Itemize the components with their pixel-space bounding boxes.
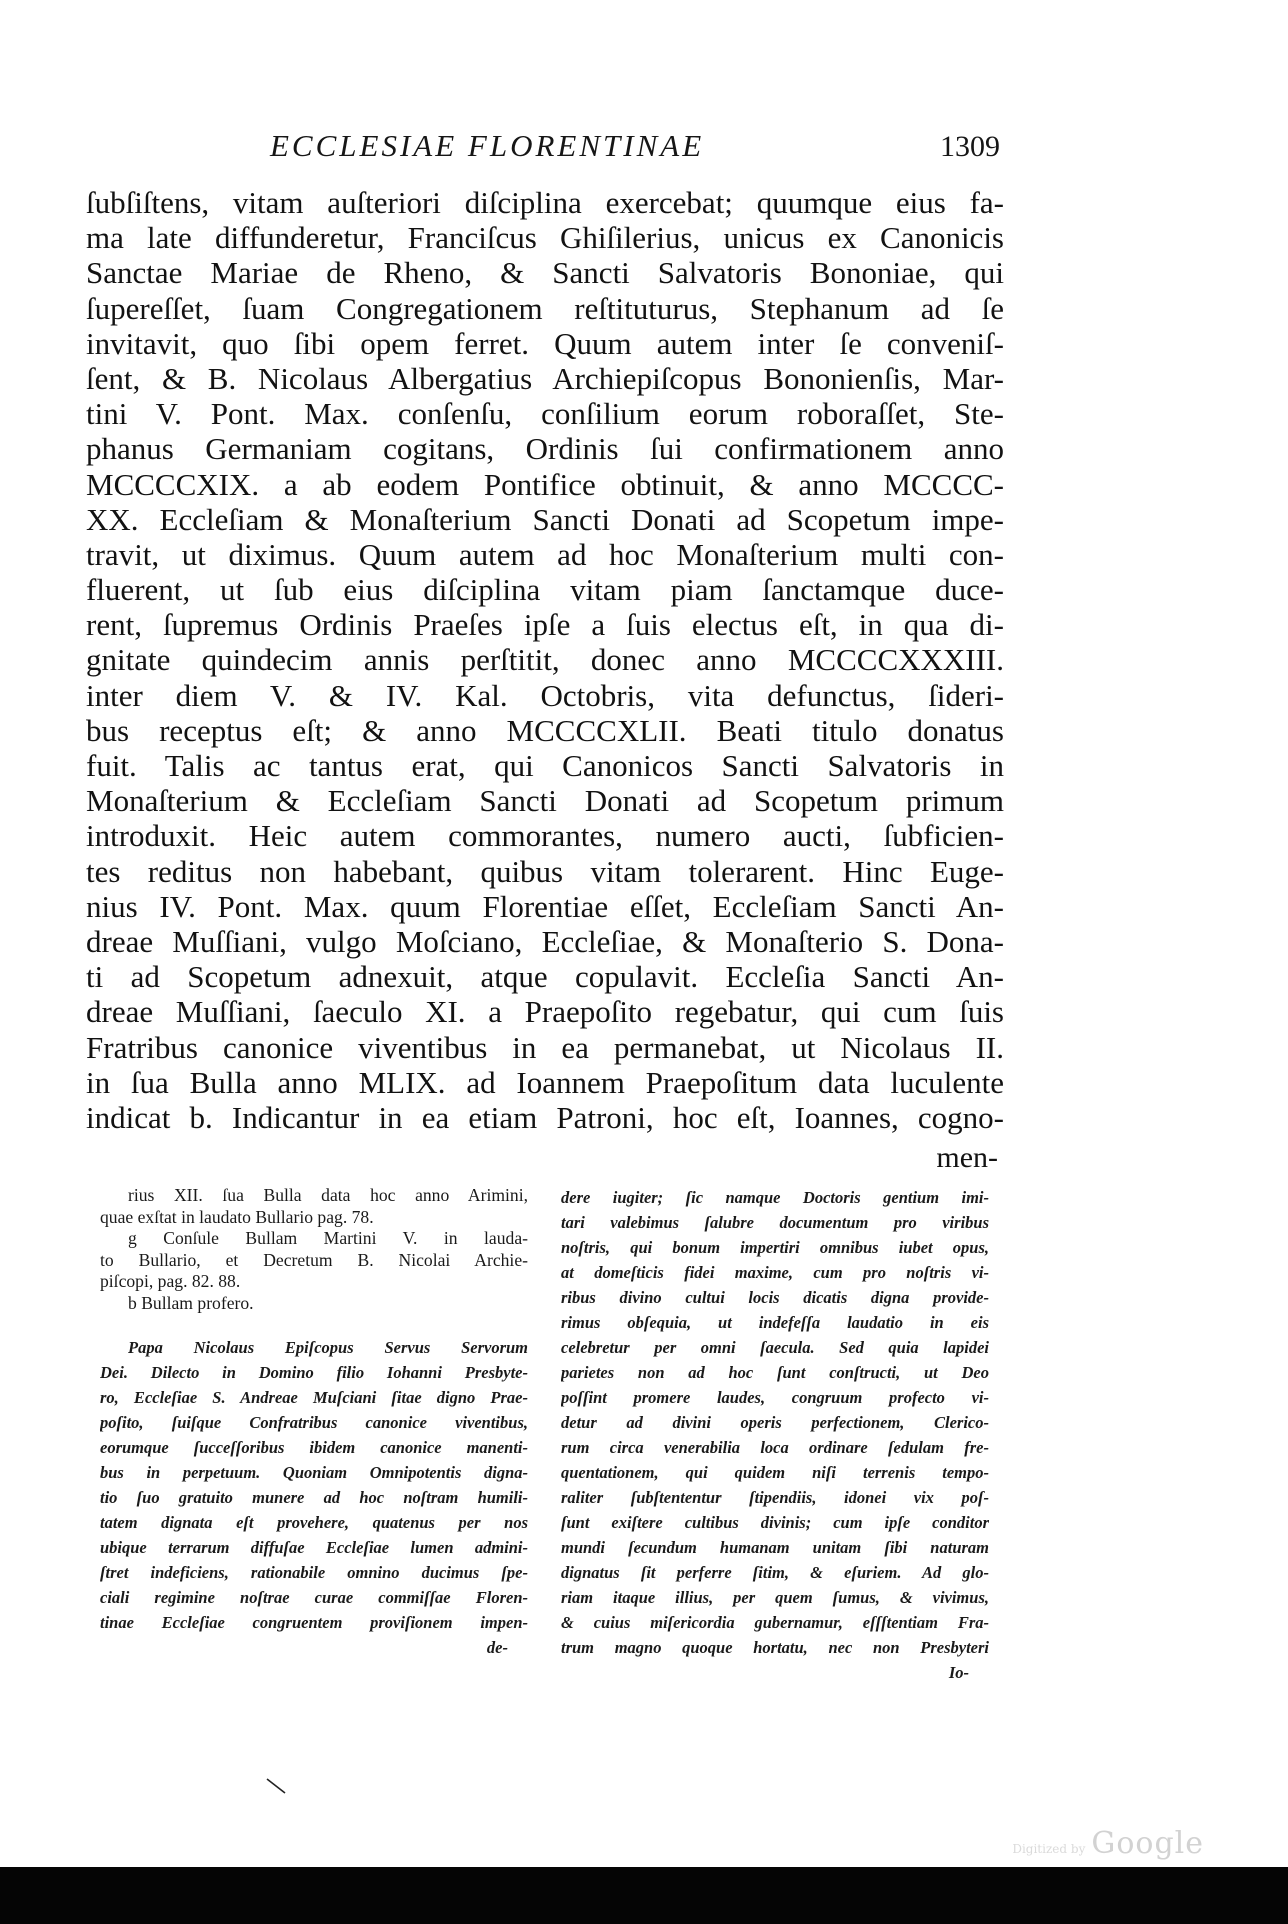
bull-line: trum magno quoque hortatu, nec non Presbyteri — [561, 1638, 989, 1657]
bull-line: ubique terrarum diffuſae Eccleſiae lumen admini- — [100, 1538, 528, 1557]
bull-line: Papa Nicolaus Epiſcopus Servus Servorum — [128, 1338, 528, 1357]
text-line: ma late diffunderetur, Franciſcus Ghiſilerius, unicus ex Canonicis — [86, 220, 1004, 256]
text-line: in ſua Bulla anno MLIX. ad Ioannem Praepoſitum data luculente — [86, 1064, 1004, 1100]
text-line: invitavit, quo ſibi opem ferret. Quum autem inter ſe conveniſ- — [86, 325, 1004, 361]
bull-line: poſito, ſuiſque Confratribus canonice viventibus, — [100, 1413, 528, 1432]
bull-line: at domeſticis fidei maxime, cum pro noſtris vi- — [561, 1263, 989, 1282]
text-line: Monaſterium & Eccleſiam Sancti Donati ad Scopetum primum — [86, 783, 1004, 819]
text-line: Sanctae Mariae de Rheno, & Sancti Salvatoris Bononiae, qui — [86, 255, 1004, 291]
bull-line: & cuius miſericordia gubernamur, eſſſtentiam Fra- — [561, 1613, 989, 1632]
bull-line: dere iugiter; ſic namque Doctoris gentium imi- — [561, 1188, 989, 1207]
bull-line: parietes non ad hoc ſunt conſtructi, ut Deo — [561, 1363, 989, 1382]
text-line: dreae Muſſiani, ſaeculo XI. a Praepoſito regebatur, qui cum ſuis — [86, 994, 1004, 1030]
footnote-line: rius XII. ſua Bulla data hoc anno Arimini, — [128, 1185, 528, 1205]
bull-line: tatem dignata eſt provehere, quatenus per nos — [100, 1513, 528, 1532]
papal-bull-text-right — [561, 1185, 989, 1685]
bull-line: ro, Eccleſiae S. Andreae Muſciani ſitae digno Prae- — [100, 1388, 528, 1407]
text-line: ſent, & B. Nicolaus Albergatius Archiepiſcopus Bononienſis, Mar- — [86, 360, 1004, 396]
text-line: tini V. Pont. Max. conſenſu, conſilium eorum roboraſſet, Ste- — [86, 396, 1004, 432]
footnote-line: quae exſtat in laudato Bullario pag. 78. — [100, 1206, 374, 1227]
text-line: inter diem V. & IV. Kal. Octobris, vita defunctus, ſideri- — [86, 677, 1004, 713]
text-line: gnitate quindecim annis perſtitit, donec anno MCCCCXXXIII. — [86, 642, 1004, 678]
bull-line: riam itaque illius, per quem ſumus, & vivimus, — [561, 1588, 989, 1607]
page-number: 1309 — [940, 130, 1000, 163]
text-line: nius IV. Pont. Max. quum Florentiae eſſet, Eccleſiam Sancti An- — [86, 888, 1004, 924]
bull-catchword: Io- — [948, 1663, 969, 1682]
scan-edge-bar — [0, 1867, 1288, 1924]
bull-line: poſſint promere laudes, congruum profecto vi- — [561, 1388, 989, 1407]
text-line: fluerent, ut ſub eius diſciplina vitam piam ſanctamque duce- — [86, 572, 1004, 608]
footnote-line: to Bullario, et Decretum B. Nicolai Archie- — [100, 1249, 528, 1270]
ink-stroke-mark — [265, 1777, 287, 1795]
bull-line: mundi ſecundum humanam unitam ſibi naturam — [561, 1538, 989, 1557]
papal-bull-text-left — [100, 1335, 528, 1660]
bull-line: rimus obſequia, ut indefeſſa laudatio in eis — [561, 1313, 989, 1332]
text-line: MCCCCXIX. a ab eodem Pontifice obtinuit, & anno MCCCC- — [86, 466, 1004, 502]
footnote-line: piſcopi, pag. 82. 88. — [100, 1271, 241, 1291]
text-line: tes reditus non habebant, quibus vitam tolerarent. Hinc Euge- — [86, 853, 1004, 889]
bull-line: bus in perpetuum. Quoniam Omnipotentis digna- — [100, 1463, 528, 1482]
bull-line: Dei. Dilecto in Domino filio Iohanni Presbyte- — [100, 1363, 528, 1382]
footnote-column-left — [100, 1185, 528, 1660]
bull-line: rum circa venerabilia loca ordinare ſedulam fre- — [561, 1438, 989, 1457]
bull-line: ſunt exiſtere cultibus divinis; cum ipſe conditor — [561, 1513, 989, 1532]
catchword: men- — [936, 1141, 998, 1174]
text-line: indicat b. Indicantur in ea etiam Patroni, hoc eſt, Ioannes, cogno- — [86, 1099, 1004, 1135]
text-line: dreae Muſſiani, vulgo Moſciano, Eccleſiae, & Monaſterio S. Dona- — [86, 923, 1004, 959]
bull-line: noſtris, qui bonum impertiri omnibus iubet opus, — [561, 1238, 989, 1257]
footnotes — [100, 1185, 1000, 1685]
text-line: fuit. Talis ac tantus erat, qui Canonicos Sancti Salvatoris in — [86, 748, 1004, 783]
text-line: XX. Eccleſiam & Monaſterium Sancti Donati ad Scopetum impe- — [86, 501, 1004, 537]
bull-line: detur ad divini operis perfectionem, Clerico- — [561, 1413, 989, 1432]
watermark-digitized-label: Digitized by — [1012, 1842, 1086, 1856]
text-line: rent, ſupremus Ordinis Praeſes ipſe a ſuis electus eſt, in qua di- — [86, 607, 1004, 643]
text-line: bus receptus eſt; & anno MCCCCXLII. Beati titulo donatus — [86, 712, 1004, 748]
main-body-text — [86, 185, 1004, 1135]
text-line: ſubſiſtens, vitam auſteriori diſciplina exercebat; quumque eius fa- — [86, 185, 1004, 220]
bull-line: eorumque ſucceſſoribus ibidem canonice manenti- — [100, 1438, 528, 1457]
ink-stroke — [267, 1779, 285, 1793]
text-line: phanus Germaniam cogitans, Ordinis ſui confirmationem anno — [86, 431, 1004, 467]
watermark-brand: Google — [1091, 1826, 1204, 1861]
text-line: ſupereſſet, ſuam Congregationem reſtituturus, Stephanum ad ſe — [86, 290, 1004, 326]
footnote-line: b Bullam profero. — [128, 1292, 254, 1313]
bull-line: quentationem, qui quidem niſi terrenis tempo- — [561, 1463, 989, 1482]
text-line: Fratribus canonice viventibus in ea permanebat, ut Nicolaus II. — [86, 1029, 1004, 1065]
bull-catchword: de- — [486, 1638, 508, 1657]
page-header — [270, 128, 1000, 168]
bull-line: raliter ſubſtententur ſtipendiis, idonei vix poſ- — [561, 1488, 989, 1507]
running-title: ECCLESIAE FLORENTINAE — [270, 128, 705, 163]
bull-line: tari valebimus ſalubre documentum pro viribus — [561, 1213, 989, 1232]
scan-watermark — [1012, 1826, 1204, 1861]
bull-line: ribus divino cultui locis dicatis digna provide- — [561, 1288, 989, 1307]
text-line: introduxit. Heic autem commorantes, numero aucti, ſubficien- — [86, 818, 1004, 854]
bull-line: celebretur per omni ſaecula. Sed quia lapidei — [561, 1338, 989, 1357]
text-line: ti ad Scopetum adnexuit, atque copulavit. Eccleſia Sancti An- — [86, 959, 1004, 995]
bull-line: tinae Eccleſiae congruentem proviſionem impen- — [100, 1613, 528, 1632]
bull-line: ciali regimine noſtrae curae commiſſae Floren- — [100, 1588, 528, 1607]
text-line: travit, ut diximus. Quum autem ad hoc Monaſterium multi con- — [86, 536, 1004, 572]
bull-line: dignatus ſit perferre ſitim, & eſuriem. Ad glo- — [561, 1563, 989, 1582]
footnote-line: g Conſule Bullam Martini V. in lauda- — [128, 1228, 528, 1248]
bull-line: ſtret indeficiens, rationabile omnino ducimus ſpe- — [100, 1563, 528, 1582]
bull-line: tio ſuo gratuito munere ad hoc noſtram humili- — [100, 1488, 528, 1507]
